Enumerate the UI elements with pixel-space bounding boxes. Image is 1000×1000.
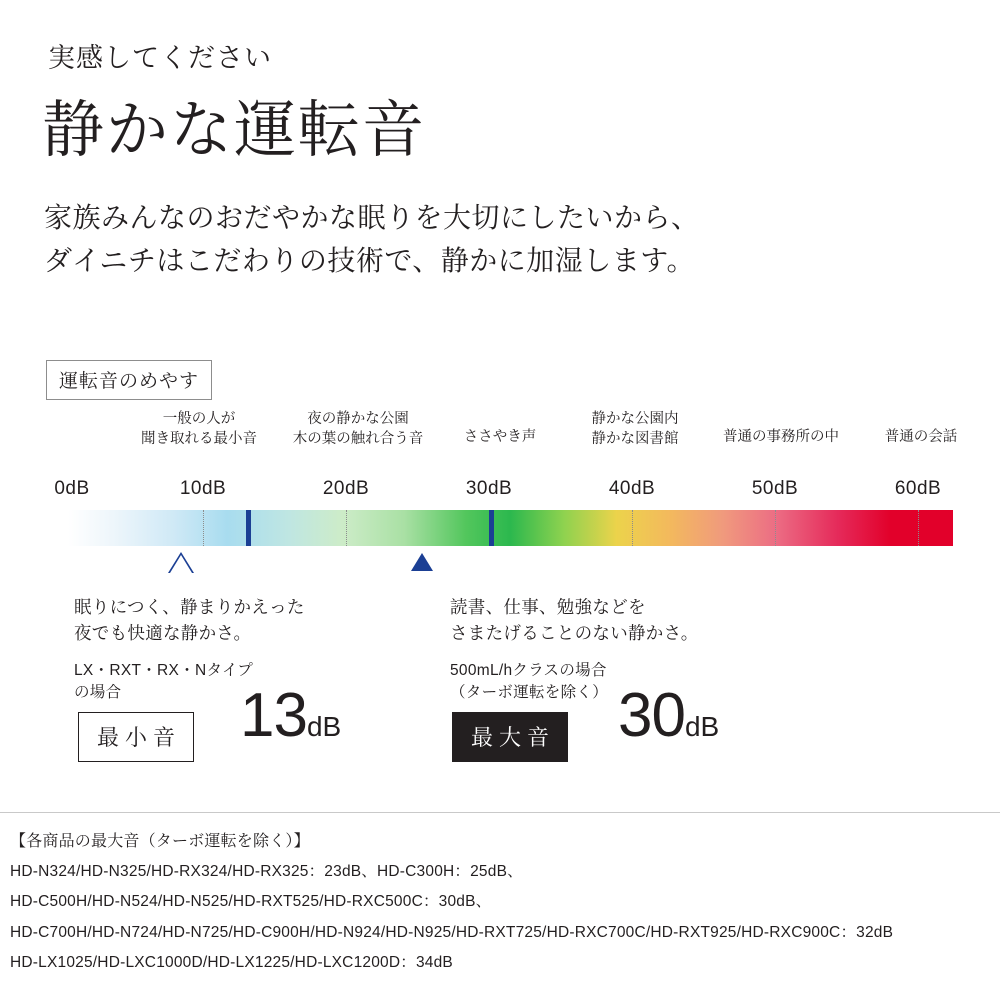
callout-40db-line2: 静かな図書館 [591, 430, 679, 447]
max-value-number: 30 [618, 681, 685, 750]
tick-0db: 0dB [54, 478, 90, 499]
bar-divider-60db [918, 510, 920, 546]
tick-40db: 40dB [608, 478, 656, 499]
footnote-heading: 【各商品の最大音（ターボ運転を除く）】 [10, 833, 310, 850]
lede-paragraph [44, 196, 700, 283]
max-value-unit: dB [684, 711, 720, 742]
bar-divider-10db [203, 510, 205, 546]
lede-line-1: 家族みんなのおだやかな眠りを大切にしたいから、 [44, 202, 700, 233]
footnote-line-4: HD-LX1025/HD-LXC1000D/HD-LX1225/HD-LXC1200D：34dB [10, 953, 453, 971]
tick-50db: 50dB [751, 478, 799, 499]
footnote-line-1: HD-N324/HD-N325/HD-RX324/HD-RX325：23dB、HD-C300H：25dB、 [10, 863, 523, 881]
axis-tick-labels [0, 478, 1000, 502]
chart-title: 運転音のめやす [46, 360, 212, 400]
max-value [618, 680, 719, 751]
marker-open-triangle-13db [170, 555, 192, 573]
marker-line-13db [246, 510, 251, 546]
callout-20db-line2: 木の葉の触れ合う音 [292, 430, 424, 447]
tick-10db: 10dB [179, 478, 227, 499]
min-value-unit: dB [306, 711, 342, 742]
max-subnote [450, 660, 608, 705]
callout-60db-line1: 普通の会話 [884, 429, 958, 445]
bar-divider-20db [346, 510, 348, 546]
footnote-line-3: HD-C700H/HD-N724/HD-N725/HD-C900H/HD-N924/HD-N925/HD-RXT725/HD-RXC700C/HD-RXT925/HD-RXC900C：32dB [10, 923, 894, 941]
gradient-fill [68, 510, 953, 546]
tick-20db: 20dB [322, 478, 370, 499]
page-title: 静かな運転音 [42, 96, 427, 165]
callout-10db-line1: 一般の人が [162, 411, 236, 427]
min-value [240, 680, 341, 751]
callout-20db-line1: 夜の静かな公園 [307, 411, 409, 427]
noise-gradient-bar [68, 510, 953, 546]
footnote-line-2: HD-C500H/HD-N524/HD-N525/HD-RXT525/HD-RXC500C：30dB、 [10, 893, 492, 911]
callout-60db [846, 428, 996, 448]
max-subnote-line2: （ターボ運転を除く） [450, 684, 609, 702]
tick-30db: 30dB [465, 478, 513, 499]
section-divider [0, 812, 1000, 813]
max-badge: 最大音 [452, 712, 568, 762]
min-subnote-line2: の場合 [74, 684, 122, 702]
lede-line-2: ダイニチはこだわりの技術で、静かに加湿します。 [44, 245, 696, 277]
max-subnote-line1: 500mL/hクラスの場合 [450, 662, 607, 679]
min-badge: 最小音 [78, 712, 194, 762]
noise-scale-chart [0, 350, 1000, 790]
footnotes [10, 826, 990, 978]
max-description-line1: 読書、仕事、勉強などを [450, 597, 646, 617]
min-subnote-line1: LX・RXT・RX・Nタイプ [74, 662, 254, 679]
max-description-line2: さまたげることのない静かさ。 [450, 623, 699, 644]
min-subnote [74, 660, 253, 705]
callout-30db-line1: ささやき声 [463, 429, 537, 445]
bar-divider-50db [775, 510, 777, 546]
marker-line-30db [489, 510, 494, 546]
kicker-text: 実感してください [48, 43, 272, 73]
callout-40db-line1: 静かな公園内 [591, 411, 679, 427]
bar-divider-40db [632, 510, 634, 546]
marker-filled-triangle-30db [411, 553, 433, 571]
min-description-line1: 眠りにつく、静まりかえった [74, 597, 305, 617]
min-description [74, 594, 305, 647]
callout-50db-line1: 普通の事務所の中 [723, 429, 839, 445]
max-description [450, 594, 699, 647]
min-value-number: 13 [240, 681, 307, 750]
callout-10db-line2: 聞き取れる最小音 [141, 430, 257, 447]
tick-60db: 60dB [894, 478, 942, 499]
min-description-line2: 夜でも快適な静かさ。 [74, 623, 252, 644]
